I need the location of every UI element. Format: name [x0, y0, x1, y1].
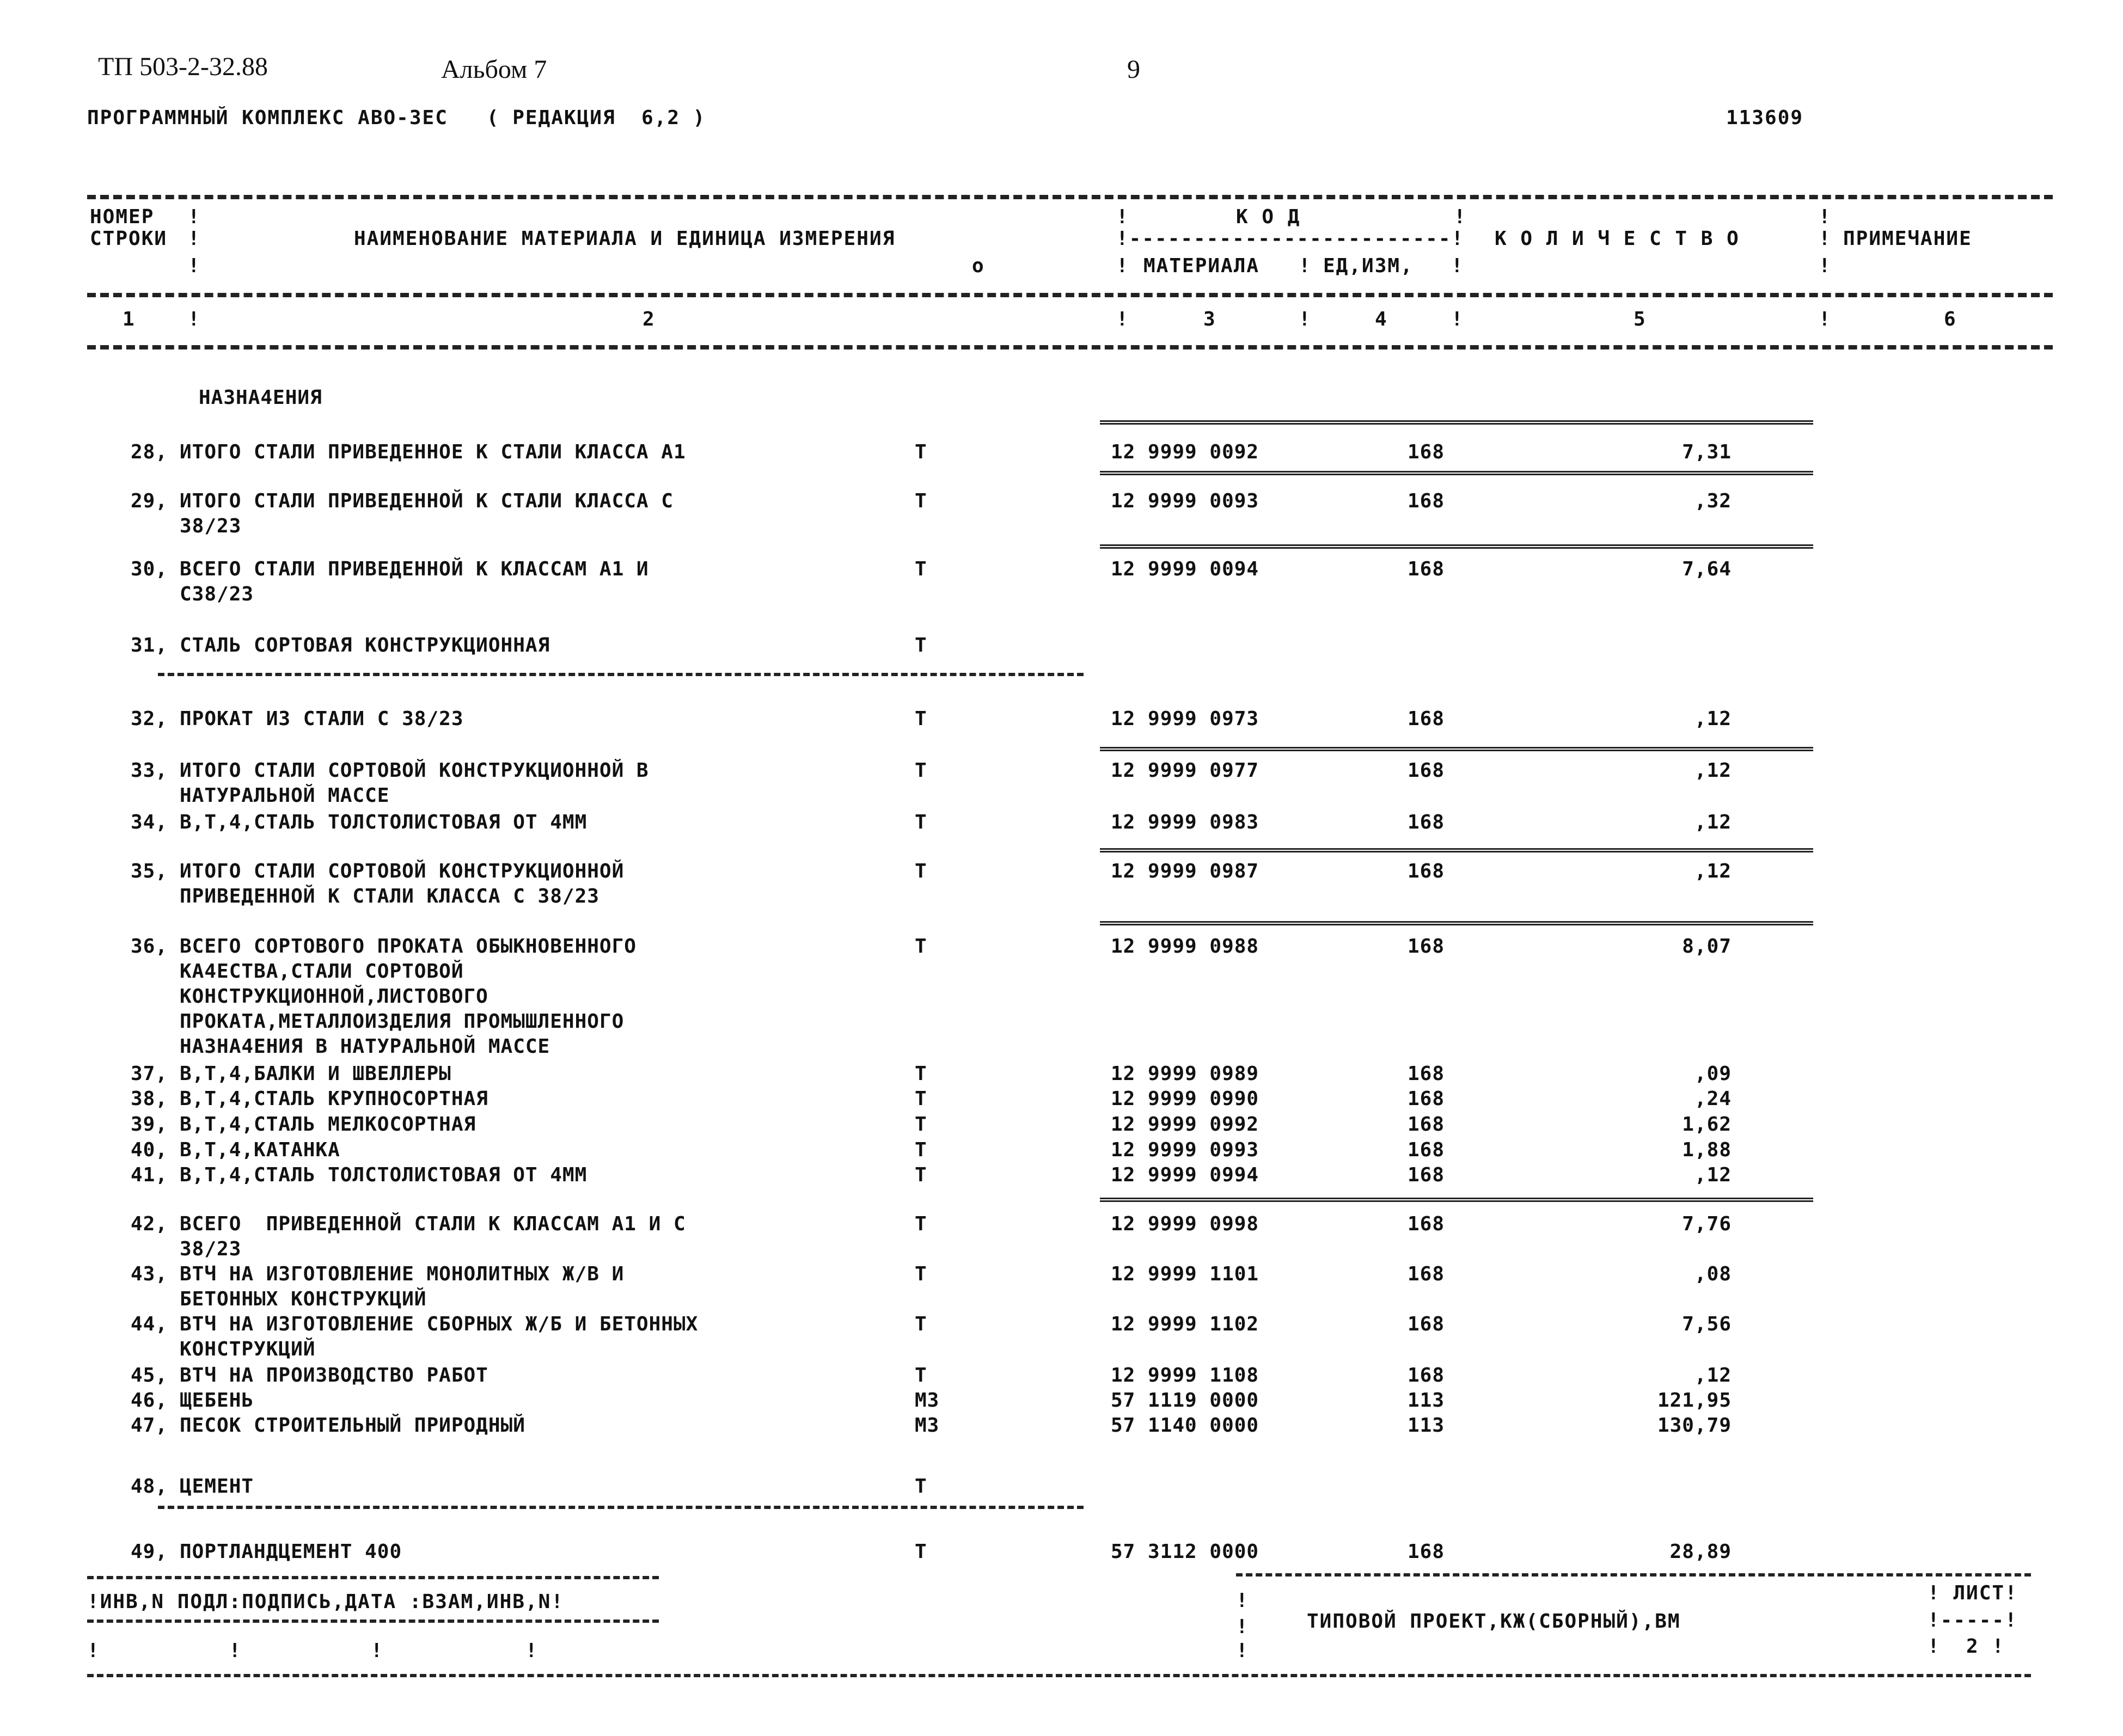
page-number: 9	[1127, 55, 1140, 84]
unit-of-measure: Т	[915, 708, 927, 730]
row-number: 44,	[130, 1313, 168, 1335]
unit-code: 168	[1408, 1364, 1445, 1387]
quantity-value: ,12	[1694, 759, 1732, 782]
row-number: 36,	[130, 935, 168, 958]
header-bottom-rule	[87, 345, 2053, 349]
material-name-line: ВТЧ НА ПРОИЗВОДСТВО РАБОТ	[180, 1364, 488, 1387]
material-name-line: ИТОГО СТАЛИ ПРИВЕДЕННОЕ К СТАЛИ КЛАССА А1	[180, 441, 686, 463]
col2-header-mark: о	[972, 255, 985, 277]
title-block-top-rule	[1236, 1573, 2031, 1576]
material-name-line: С38/23	[180, 583, 254, 605]
col-divider: !	[1299, 255, 1311, 277]
doc-number: 113609	[1726, 107, 1804, 129]
row-number: 40,	[130, 1139, 168, 1161]
row-number: 32,	[130, 708, 168, 730]
row-number: 37,	[130, 1063, 168, 1085]
unit-code: 168	[1408, 935, 1445, 958]
unit-code: 168	[1408, 860, 1445, 882]
unit-code: 168	[1408, 1313, 1445, 1335]
material-code: 12 9999 0994	[1111, 1164, 1259, 1186]
row-number: 34,	[130, 811, 168, 833]
row-number: 42,	[130, 1213, 168, 1235]
material-code: 12 9999 0983	[1111, 811, 1259, 833]
sheet-label: ! ЛИСТ!	[1928, 1582, 2018, 1604]
quantity-value: 8,07	[1682, 935, 1732, 958]
material-code: 12 9999 0990	[1111, 1088, 1259, 1110]
material-name-line: ВТЧ НА ИЗГОТОВЛЕНИЕ СБОРНЫХ Ж/Б И БЕТОННЫХ	[180, 1313, 699, 1335]
unit-of-measure: Т	[915, 1313, 927, 1335]
col-divider: !	[188, 255, 200, 277]
unit-of-measure: Т	[915, 860, 927, 882]
col-divider: !	[1116, 255, 1128, 277]
doc-code: ТП 503-2-32.88	[98, 52, 268, 81]
quantity-value: 7,64	[1682, 558, 1732, 580]
material-name-line: БЕТОННЫХ КОНСТРУКЦИЙ	[180, 1288, 427, 1310]
material-code: 12 9999 0987	[1111, 860, 1259, 882]
title-block-left: !	[1236, 1616, 1249, 1638]
stamp-labels: !ИНВ,N ПОДЛ:ПОДПИСЬ,ДАТА :ВЗАМ,ИНВ,N!	[87, 1591, 564, 1613]
sheet-number-cell: ! 2 !	[1928, 1635, 2005, 1658]
stamp-cells: ! ! ! !	[87, 1640, 539, 1662]
material-name-line: ИТОГО СТАЛИ ПРИВЕДЕННОЙ К СТАЛИ КЛАССА С	[180, 490, 674, 512]
col-divider: !	[1819, 255, 1831, 277]
col-divider: !	[188, 206, 200, 228]
material-name-line: СТАЛЬ СОРТОВАЯ КОНСТРУКЦИОННАЯ	[180, 634, 550, 657]
material-name-line: В,Т,4,СТАЛЬ ТОЛСТОЛИСТОВАЯ ОТ 4ММ	[180, 811, 588, 833]
title-block-left: !	[1236, 1640, 1249, 1662]
unit-of-measure: Т	[915, 1364, 927, 1387]
col-number-2: 2	[643, 308, 656, 330]
col2-header: НАИМЕНОВАНИЕ МАТЕРИАЛА И ЕДИНИЦА ИЗМЕРЕНИЯ	[354, 228, 896, 250]
material-name-line: ПРИВЕДЕННОЙ К СТАЛИ КЛАССА С 38/23	[180, 885, 599, 907]
row-number: 30,	[130, 558, 168, 580]
unit-of-measure: Т	[915, 1541, 927, 1563]
col-divider: !	[1116, 206, 1128, 228]
col-number-1: 1	[123, 308, 136, 330]
material-code: 12 9999 0988	[1111, 935, 1259, 958]
material-code: 12 9999 0998	[1111, 1213, 1259, 1235]
row-number: 47,	[130, 1414, 168, 1437]
material-name-line: 38/23	[180, 515, 242, 537]
quantity-value: ,12	[1694, 860, 1732, 882]
col-divider: !	[1299, 308, 1311, 330]
col-divider: !	[1819, 308, 1831, 330]
material-name-line: В,Т,4,СТАЛЬ КРУПНОСОРТНАЯ	[180, 1088, 488, 1110]
material-name-line: КОНСТРУКЦИОННОЙ,ЛИСТОВОГО	[180, 985, 488, 1008]
header-mid-rule	[87, 293, 2053, 297]
quantity-value: 1,62	[1682, 1113, 1732, 1136]
material-name-line: КОНСТРУКЦИЙ	[180, 1338, 316, 1360]
quantity-value: ,12	[1694, 1364, 1732, 1387]
col1-header-line2: СТРОКИ	[90, 228, 168, 250]
total-separator	[1100, 921, 1813, 925]
material-name-line: КА4ЕСТВА,СТАЛИ СОРТОВОЙ	[180, 960, 464, 983]
quantity-value: ,32	[1694, 490, 1732, 512]
total-separator	[1100, 747, 1813, 751]
col-divider: !	[1819, 206, 1831, 228]
quantity-value: 1,88	[1682, 1139, 1732, 1161]
col-number-4: 4	[1375, 308, 1388, 330]
unit-of-measure: Т	[915, 634, 927, 657]
material-name-line: В,Т,4,СТАЛЬ МЕЛКОСОРТНАЯ	[180, 1113, 476, 1136]
unit-code: 168	[1408, 1164, 1445, 1186]
unit-of-measure: Т	[915, 1213, 927, 1235]
code-unit-header: ЕД,ИЗМ,	[1323, 255, 1414, 277]
col-number-6: 6	[1944, 308, 1957, 330]
quantity-value: ,12	[1694, 708, 1732, 730]
group-separator	[158, 1506, 1084, 1509]
quantity-value: 7,31	[1682, 441, 1732, 463]
unit-code: 168	[1408, 558, 1445, 580]
unit-of-measure: Т	[915, 1164, 927, 1186]
stamp-mid-rule	[87, 1620, 659, 1623]
total-separator	[1100, 471, 1813, 475]
row-number: 31,	[130, 634, 168, 657]
material-name-line: НАТУРАЛЬНОЙ МАССЕ	[180, 784, 390, 807]
row-number: 48,	[130, 1475, 168, 1498]
row-number: 38,	[130, 1088, 168, 1110]
col-number-3: 3	[1203, 308, 1216, 330]
row-number: 29,	[130, 490, 168, 512]
unit-of-measure: Т	[915, 1263, 927, 1285]
quantity-value: ,24	[1694, 1088, 1732, 1110]
quantity-value: ,09	[1694, 1063, 1732, 1085]
unit-code: 113	[1408, 1389, 1445, 1412]
unit-code: 113	[1408, 1414, 1445, 1437]
row-number: 35,	[130, 860, 168, 882]
material-name-line: ПЕСОК СТРОИТЕЛЬНЫЙ ПРИРОДНЫЙ	[180, 1414, 525, 1437]
quantity-value: ,08	[1694, 1263, 1732, 1285]
col-divider: !	[1451, 255, 1463, 277]
material-name-line: ВСЕГО ПРИВЕДЕННОЙ СТАЛИ К КЛАССАМ А1 И С	[180, 1213, 686, 1235]
unit-of-measure: М3	[915, 1389, 940, 1412]
unit-code: 168	[1408, 1541, 1445, 1563]
unit-of-measure: Т	[915, 759, 927, 782]
material-name-line: ПОРТЛАНДЦЕМЕНТ 400	[180, 1541, 402, 1563]
material-name-line: ВСЕГО СТАЛИ ПРИВЕДЕННОЙ К КЛАССАМ А1 И	[180, 558, 649, 580]
header-top-rule	[87, 195, 2053, 199]
material-code: 12 9999 0093	[1111, 490, 1259, 512]
unit-of-measure: Т	[915, 935, 927, 958]
unit-of-measure: Т	[915, 441, 927, 463]
unit-of-measure: М3	[915, 1414, 940, 1437]
unit-of-measure: Т	[915, 490, 927, 512]
material-code: 57 1140 0000	[1111, 1414, 1259, 1437]
unit-code: 168	[1408, 490, 1445, 512]
material-name-line: В,Т,4,КАТАНКА	[180, 1139, 340, 1161]
unit-of-measure: Т	[915, 1113, 927, 1136]
material-code: 12 9999 0977	[1111, 759, 1259, 782]
material-code: 12 9999 0094	[1111, 558, 1259, 580]
stamp-labels-text: ИНВ,N ПОДЛ:ПОДПИСЬ,ДАТА :ВЗАМ,ИНВ,N	[100, 1591, 552, 1613]
col1-header-line1: НОМЕР	[90, 206, 155, 228]
material-name-line: ПРОКАТА,МЕТАЛЛОИЗДЕЛИЯ ПРОМЫШЛЕННОГО	[180, 1010, 625, 1033]
material-code: 12 9999 1102	[1111, 1313, 1259, 1335]
material-name-line: ВСЕГО СОРТОВОГО ПРОКАТА ОБЫКНОВЕННОГО	[180, 935, 637, 958]
unit-code: 168	[1408, 1263, 1445, 1285]
row-number: 33,	[130, 759, 168, 782]
material-name-line: В,Т,4,СТАЛЬ ТОЛСТОЛИСТОВАЯ ОТ 4ММ	[180, 1164, 588, 1186]
unit-of-measure: Т	[915, 1088, 927, 1110]
material-code: 57 3112 0000	[1111, 1541, 1259, 1563]
unit-code: 168	[1408, 1213, 1445, 1235]
col-number-5: 5	[1633, 308, 1647, 330]
stamp-top-rule	[87, 1576, 659, 1579]
code-header-rule: !-------------------------!	[1116, 228, 1465, 250]
title-block-left: !	[1236, 1590, 1249, 1612]
col-divider: !	[1451, 308, 1463, 330]
total-separator	[1100, 544, 1813, 549]
unit-code: 168	[1408, 441, 1445, 463]
quantity-value: 7,56	[1682, 1313, 1732, 1335]
code-header: К О Д	[1236, 206, 1301, 228]
material-code: 12 9999 1108	[1111, 1364, 1259, 1387]
total-separator	[1100, 420, 1813, 425]
material-code: 12 9999 0992	[1111, 1113, 1259, 1136]
page-bottom-rule	[87, 1674, 2031, 1677]
material-code: 12 9999 0993	[1111, 1139, 1259, 1161]
unit-of-measure: Т	[915, 1475, 927, 1498]
row-number: 49,	[130, 1541, 168, 1563]
col-divider: !	[1116, 308, 1128, 330]
row-number: 39,	[130, 1113, 168, 1136]
unit-of-measure: Т	[915, 1139, 927, 1161]
col-divider: !	[1819, 228, 1831, 250]
sheet-rule: !-----!	[1928, 1609, 2018, 1631]
material-name-line: НАЗНА4ЕНИЯ В НАТУРАЛЬНОЙ МАССЕ	[180, 1035, 550, 1058]
material-code: 12 9999 0092	[1111, 441, 1259, 463]
material-name-line: ЦЕМЕНТ	[180, 1475, 254, 1498]
material-code: 12 9999 0989	[1111, 1063, 1259, 1085]
note-header: ПРИМЕЧАНИЕ	[1843, 228, 1972, 250]
unit-code: 168	[1408, 708, 1445, 730]
row-number: 45,	[130, 1364, 168, 1387]
album-label: Альбом 7	[441, 55, 547, 84]
quantity-value: 121,95	[1657, 1389, 1732, 1412]
row-number: 41,	[130, 1164, 168, 1186]
col-divider: !	[188, 228, 200, 250]
unit-code: 168	[1408, 759, 1445, 782]
col-divider: !	[1454, 206, 1466, 228]
code-material-header: МАТЕРИАЛА	[1143, 255, 1260, 277]
section-title: НАЗНА4ЕНИЯ	[199, 387, 322, 409]
unit-of-measure: Т	[915, 1063, 927, 1085]
quantity-value: ,12	[1694, 1164, 1732, 1186]
sheet-number: 2	[1966, 1635, 1979, 1658]
material-code: 12 9999 1101	[1111, 1263, 1259, 1285]
quantity-value: 130,79	[1657, 1414, 1732, 1437]
unit-of-measure: Т	[915, 811, 927, 833]
material-name-line: ВТЧ НА ИЗГОТОВЛЕНИЕ МОНОЛИТНЫХ Ж/В И	[180, 1263, 625, 1285]
total-separator	[1100, 1198, 1813, 1202]
unit-code: 168	[1408, 1113, 1445, 1136]
material-name-line: ПРОКАТ ИЗ СТАЛИ С 38/23	[180, 708, 464, 730]
program-title: ПРОГРАММНЫЙ КОМПЛЕКС АВО-3ЕС ( РЕДАКЦИЯ 6,2 )	[87, 107, 706, 129]
unit-of-measure: Т	[915, 558, 927, 580]
quantity-header: К О Л И Ч Е С Т В О	[1495, 228, 1740, 250]
unit-code: 168	[1408, 811, 1445, 833]
quantity-value: ,12	[1694, 811, 1732, 833]
row-number: 28,	[130, 441, 168, 463]
material-name-line: ИТОГО СТАЛИ СОРТОВОЙ КОНСТРУКЦИОННОЙ В	[180, 759, 649, 782]
material-code: 12 9999 0973	[1111, 708, 1259, 730]
sheet-label-text: ЛИСТ	[1953, 1582, 2005, 1604]
material-name-line: 38/23	[180, 1238, 242, 1260]
quantity-value: 28,89	[1669, 1541, 1732, 1563]
unit-code: 168	[1408, 1063, 1445, 1085]
material-name-line: В,Т,4,БАЛКИ И ШВЕЛЛЕРЫ	[180, 1063, 451, 1085]
quantity-value: 7,76	[1682, 1213, 1732, 1235]
material-name-line: ИТОГО СТАЛИ СОРТОВОЙ КОНСТРУКЦИОННОЙ	[180, 860, 625, 882]
group-separator	[158, 673, 1084, 676]
col-divider: !	[188, 308, 200, 330]
row-number: 43,	[130, 1263, 168, 1285]
total-separator	[1100, 848, 1813, 852]
material-name-line: ЩЕБЕНЬ	[180, 1389, 254, 1412]
row-number: 46,	[130, 1389, 168, 1412]
title-block-text: ТИПОВОЙ ПРОЕКТ,КЖ(СБОРНЫЙ),ВМ	[1307, 1610, 1681, 1633]
unit-code: 168	[1408, 1139, 1445, 1161]
unit-code: 168	[1408, 1088, 1445, 1110]
material-code: 57 1119 0000	[1111, 1389, 1259, 1412]
